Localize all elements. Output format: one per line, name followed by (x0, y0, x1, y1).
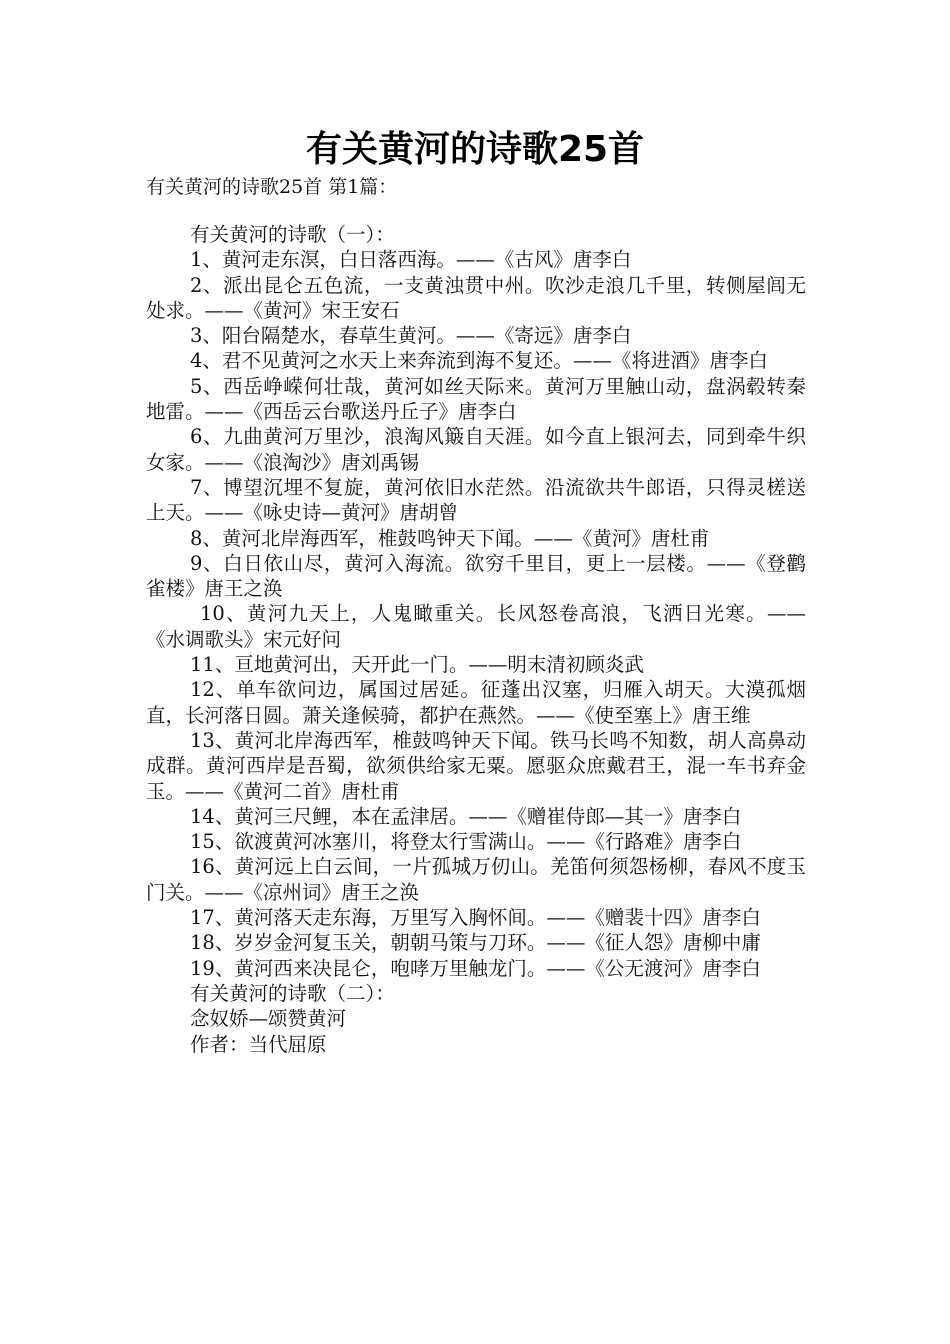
poem-line: 14、黄河三尺鲤，本在孟津居。——《赠崔侍郎—其一》唐李白 (190, 804, 742, 828)
poem-line: 6、九曲黄河万里沙，浪淘风簸自天涯。如今直上银河去，同到牵牛织女家。——《浪淘沙》唐刘禹锡 (146, 425, 806, 474)
poem-line: 3、阳台隔楚水，春草生黄河。——《寄远》唐李白 (190, 324, 632, 348)
poem-line: 18、岁岁金河复玉关，朝朝马策与刀环。——《征人怨》唐柳中庸 (190, 931, 761, 955)
poem-line: 4、君不见黄河之水天上来奔流到海不复还。——《将进酒》唐李白 (190, 349, 768, 373)
document-body (146, 222, 806, 1057)
page-title: 有关黄河的诗歌25首 (305, 129, 645, 170)
poem-line: 15、欲渡黄河冰塞川，将登太行雪满山。——《行路难》唐李白 (190, 830, 742, 854)
poem-line: 11、亘地黄河出，天开此一门。——明末清初顾炎武 (190, 653, 644, 677)
poem-title: 念奴娇—颂赞黄河 (190, 1007, 347, 1031)
poem-line: 8、黄河北岸海西军，椎鼓鸣钟天下闻。——《黄河》唐杜甫 (190, 526, 710, 550)
part-heading: 有关黄河的诗歌（二）： (190, 981, 395, 1005)
poem-author: 作者：当代屈原 (190, 1032, 327, 1056)
poem-line: 1、黄河走东溟，白日落西海。——《古风》唐李白 (190, 248, 632, 272)
poem-line: 5、西岳峥嵘何壮哉，黄河如丝天际来。黄河万里触山动，盘涡毂转秦地雷。——《西岳云台歌送丹丘子》唐李白 (146, 374, 806, 424)
poem-line: 12、单车欲问边，属国过居延。征蓬出汉塞，归雁入胡天。大漠孤烟直，长河落日圆。萧关逢候骑，都护在燕然。——《使至塞上》唐王维 (146, 678, 806, 727)
poem-line: 2、派出昆仑五色流，一支黄浊贯中州。吹沙走浪几千里，转侧屋闾无处求。——《黄河》宋王安石 (146, 273, 806, 322)
poem-line: 16、黄河远上白云间，一片孤城万仞山。羌笛何须怨杨柳，春风不度玉门关。——《凉州词》唐王之涣 (146, 855, 806, 904)
poem-line: 7、博望沉埋不复旋，黄河依旧水茫然。沿流欲共牛郎语，只得灵槎送上天。——《咏史诗—黄河》唐胡曾 (146, 475, 806, 525)
poem-line: 10、黄河九天上，人鬼瞰重关。长风怒卷高浪，飞洒日光寒。——《水调歌头》宋元好问 (146, 602, 806, 651)
part-heading: 有关黄河的诗歌（一）： (190, 223, 395, 246)
poem-line: 13、黄河北岸海西军，椎鼓鸣钟天下闻。铁马长鸣不知数，胡人高鼻动成群。黄河西岸是吾蜀，欲须供给家无粟。愿驱众庶戴君王，混一车书弃金玉。——《黄河二首》唐杜甫 (146, 728, 806, 803)
poem-line: 9、白日依山尽，黄河入海流。欲穷千里目，更上一层楼。——《登鹳雀楼》唐王之涣 (146, 551, 806, 601)
poem-line: 17、黄河落天走东海，万里写入胸怀间。——《赠裴十四》唐李白 (190, 906, 761, 930)
section-heading: 有关黄河的诗歌25首 第1篇： (146, 176, 398, 198)
poem-line: 19、黄河西来决昆仑，咆哮万里触龙门。——《公无渡河》唐李白 (190, 956, 761, 980)
